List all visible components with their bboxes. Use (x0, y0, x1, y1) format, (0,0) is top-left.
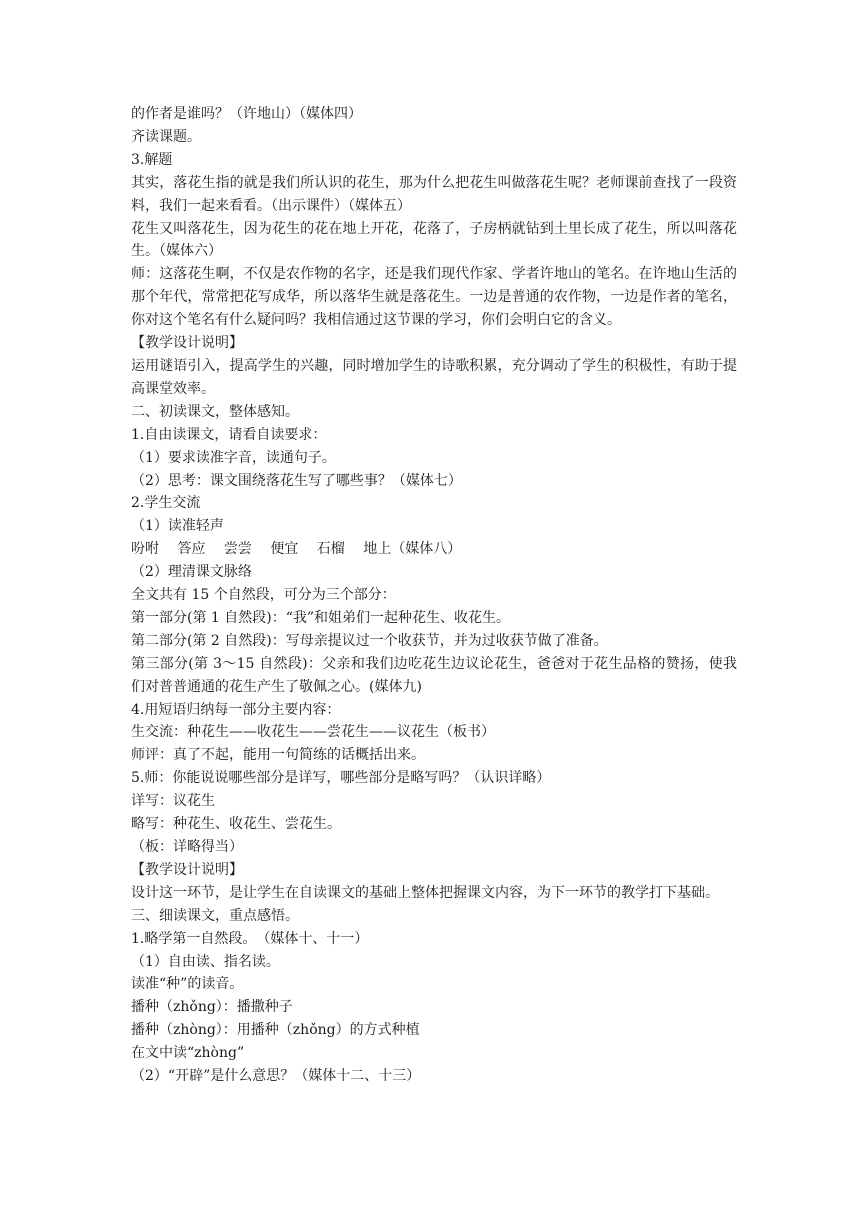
text-line: （2）思考：课文围绕落花生写了哪些事？（媒体七） (131, 472, 462, 489)
text-line: 2.学生交流 (131, 495, 201, 512)
paragraph: 师：这落花生啊，不仅是农作物的名字，还是我们现代作家、学者许地山的笔名。在许地山生活的那个年代，常常把花写成华，所以落华生就是落花生。一边是普通的农作物，一边是作者的笔名，你对这个笔名有什么疑问吗？我相信通过这节课的学习，你们会明白它的含义。 (131, 266, 737, 329)
text-line: 齐读课题。 (131, 128, 201, 145)
paragraph: 花生又叫落花生，因为花生的花在地上开花，花落了，子房柄就钻到土里长成了花生，所以叫落花生。（媒体六） (131, 220, 737, 260)
text-line: 4.用短语归纳每一部分主要内容： (131, 701, 341, 718)
text-line: 1.自由读课文，请看自读要求： (131, 426, 327, 443)
text-line: （2）理清课文脉络 (131, 564, 252, 581)
text-line: （1）自由读、指名读。 (131, 953, 280, 970)
text-line: （1）读准轻声 (131, 518, 224, 535)
text-line: （板：详略得当） (131, 839, 243, 855)
text-line: （2）“开辟”是什么意思？（媒体十二、十三） (131, 1068, 421, 1085)
paragraph: 设计这一环节，是让学生在自读课文的基础上整体把握课文内容，为下一环节的教学打下基础。 (131, 884, 719, 901)
text-line: 详写：议花生 (131, 793, 215, 810)
text-line: 播种（zhǒng）：播撒种子 (131, 999, 293, 1016)
design-note-heading: 【教学设计说明】 (131, 861, 243, 878)
text-line: 读准“种”的读音。 (131, 976, 244, 993)
text-line: 5.师：你能说说哪些部分是详写，哪些部分是略写吗？（认识详略） (131, 770, 551, 787)
document-page (131, 103, 737, 1088)
paragraph: 第三部分(第 3～15 自然段)：父亲和我们边吃花生边议论花生，爸爸对于花生品格的赞扬，使我们对普普通通的花生产生了敬佩之心。(媒体九) (131, 655, 737, 695)
paragraph: 其实，落花生指的就是我们所认识的花生，那为什么把花生叫做落花生呢？老师课前查找了一段资料，我们一起来看看。（出示课件）（媒体五） (131, 174, 737, 214)
text-line: 在文中读“zhòng” (131, 1045, 245, 1062)
text-line: （1）要求读准字音，读通句子。 (131, 449, 336, 466)
text-line: 的作者是谁吗？（许地山）（媒体四） (131, 106, 362, 122)
text-line: 第二部分(第 2 自然段)：写母亲提议过一个收获节，并为过收获节做了准备。 (131, 632, 608, 649)
text-line: 吩咐 答应 尝尝 便宜 石榴 地上（媒体八） (131, 541, 462, 558)
design-note-heading: 【教学设计说明】 (131, 335, 243, 352)
text-line: 全文共有 15 个自然段，可分为三个部分： (131, 587, 396, 604)
paragraph: 运用谜语引入，提高学生的兴趣，同时增加学生的诗歌积累，充分调动了学生的积极性，有助于提高课堂效率。 (131, 357, 737, 397)
section-heading: 三、细读课文，重点感悟。 (131, 907, 299, 924)
text-line: 播种（zhòng）：用播种（zhǒng）的方式种植 (131, 1022, 420, 1039)
text-line: 1.略学第一自然段。 （媒体十、十一） (131, 930, 369, 947)
text-line: 师评：真了不起，能用一句简练的话概括出来。 (131, 747, 425, 764)
text-line: 第一部分(第 1 自然段)：“我”和姐弟们一起种花生、收花生。 (131, 609, 511, 626)
text-line: 生交流：种花生——收花生——尝花生——议花生（板书） (131, 724, 495, 741)
section-heading: 二、初读课文，整体感知。 (131, 403, 299, 420)
section-heading: 3.解题 (131, 151, 173, 168)
text-line: 略写：种花生、收花生、尝花生。 (131, 816, 341, 833)
